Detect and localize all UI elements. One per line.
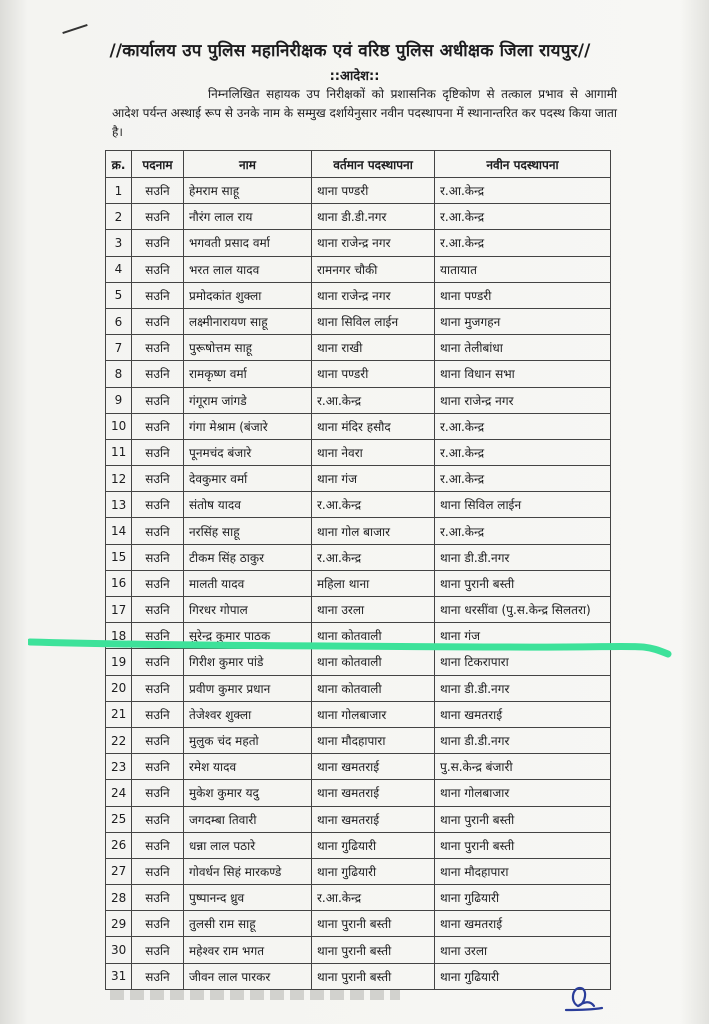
table-row: [106, 256, 611, 282]
name-cell: पुष्पानन्द ध्रुव: [184, 885, 312, 911]
new-posting-cell: र.आ.केन्द्र: [435, 439, 611, 465]
new-posting-cell: थाना खमतराई: [435, 701, 611, 727]
order-title: ::आदेश::: [329, 69, 380, 84]
name-cell: टीकम सिंह ठाकुर: [184, 544, 312, 570]
current-posting-cell: र.आ.केन्द्र: [312, 544, 435, 570]
name-cell: जगदम्बा तिवारी: [184, 806, 312, 832]
table-row: [106, 649, 611, 675]
column-header-new-posting: नवीन पदस्थापना: [435, 151, 611, 178]
column-header-name: नाम: [184, 151, 312, 178]
serial-cell: 19: [106, 649, 132, 675]
serial-cell: 22: [106, 727, 132, 753]
serial-cell: 10: [106, 413, 132, 439]
current-posting-cell: थाना गंज: [312, 466, 435, 492]
table-row: [106, 597, 611, 623]
table-row: [106, 387, 611, 413]
current-posting-cell: थाना मौदहापारा: [312, 727, 435, 753]
current-posting-cell: थाना नेवरा: [312, 439, 435, 465]
name-cell: गंगूराम जांगडे: [184, 387, 312, 413]
current-posting-cell: थाना पण्डरी: [312, 178, 435, 204]
table-row: [106, 335, 611, 361]
new-posting-cell: थाना राजेन्द्र नगर: [435, 387, 611, 413]
rank-cell: सउनि: [132, 492, 184, 518]
new-posting-cell: थाना सिविल लाईन: [435, 492, 611, 518]
current-posting-cell: थाना राजेन्द्र नगर: [312, 230, 435, 256]
table-header-row: [106, 151, 611, 178]
serial-cell: 8: [106, 361, 132, 387]
serial-cell: 1: [106, 178, 132, 204]
rank-cell: सउनि: [132, 439, 184, 465]
new-posting-cell: थाना धरसींवा (पु.स.केन्द्र सिलतरा): [435, 597, 611, 623]
current-posting-cell: र.आ.केन्द्र: [312, 387, 435, 413]
rank-cell: सउनि: [132, 570, 184, 596]
new-posting-cell: थाना विधान सभा: [435, 361, 611, 387]
serial-cell: 29: [106, 911, 132, 937]
table-row: [106, 963, 611, 989]
serial-cell: 12: [106, 466, 132, 492]
rank-cell: सउनि: [132, 335, 184, 361]
current-posting-cell: थाना राखी: [312, 335, 435, 361]
table-row: [106, 623, 611, 649]
rank-cell: सउनि: [132, 597, 184, 623]
current-posting-cell: थाना सिविल लाईन: [312, 308, 435, 334]
faint-footer-text: [110, 990, 400, 1000]
name-cell: मुलुक चंद महतो: [184, 727, 312, 753]
name-cell: सुरेन्द्र कुमार पाठक: [184, 623, 312, 649]
name-cell: तेजेश्वर शुक्ला: [184, 701, 312, 727]
name-cell: महेश्वर राम भगत: [184, 937, 312, 963]
serial-cell: 13: [106, 492, 132, 518]
serial-cell: 2: [106, 204, 132, 230]
serial-cell: 23: [106, 754, 132, 780]
name-cell: गिरीश कुमार पांडे: [184, 649, 312, 675]
name-cell: मुकेश कुमार यदु: [184, 780, 312, 806]
serial-cell: 21: [106, 701, 132, 727]
current-posting-cell: थाना गुढियारी: [312, 832, 435, 858]
serial-cell: 30: [106, 937, 132, 963]
pen-mark: [62, 24, 87, 34]
name-cell: गंगा मेश्राम (बंजारे: [184, 413, 312, 439]
new-posting-cell: र.आ.केन्द्र: [435, 204, 611, 230]
table-row: [106, 361, 611, 387]
table-row: [106, 754, 611, 780]
table-row: [106, 701, 611, 727]
table-row: [106, 466, 611, 492]
serial-cell: 25: [106, 806, 132, 832]
name-cell: पूनमचंद बंजारे: [184, 439, 312, 465]
rank-cell: सउनि: [132, 518, 184, 544]
name-cell: भरत लाल यादव: [184, 256, 312, 282]
rank-cell: सउनि: [132, 230, 184, 256]
serial-cell: 3: [106, 230, 132, 256]
current-posting-cell: थाना खमतराई: [312, 754, 435, 780]
rank-cell: सउनि: [132, 675, 184, 701]
rank-cell: सउनि: [132, 387, 184, 413]
table-row: [106, 413, 611, 439]
new-posting-cell: र.आ.केन्द्र: [435, 230, 611, 256]
table-row: [106, 727, 611, 753]
current-posting-cell: थाना पुरानी बस्ती: [312, 911, 435, 937]
current-posting-cell: थाना खमतराई: [312, 780, 435, 806]
rank-cell: सउनि: [132, 413, 184, 439]
serial-cell: 20: [106, 675, 132, 701]
table-row: [106, 675, 611, 701]
table-row: [106, 885, 611, 911]
new-posting-cell: थाना गोलबाजार: [435, 780, 611, 806]
name-cell: गिरधर गोपाल: [184, 597, 312, 623]
office-heading: //कार्यालय उप पुलिस महानिरीक्षक एवं वरिष्ठ पुलिस अधीक्षक जिला रायपुर//: [109, 41, 591, 61]
name-cell: रामकृष्ण वर्मा: [184, 361, 312, 387]
rank-cell: सउनि: [132, 832, 184, 858]
name-cell: नरसिंह साहू: [184, 518, 312, 544]
name-cell: धन्ना लाल पठारे: [184, 832, 312, 858]
table-row: [106, 282, 611, 308]
current-posting-cell: थाना डी.डी.नगर: [312, 204, 435, 230]
serial-cell: 27: [106, 858, 132, 884]
name-cell: गोवर्धन सिहं मारकण्डे: [184, 858, 312, 884]
transfer-table: [105, 150, 611, 990]
new-posting-cell: यातायात: [435, 256, 611, 282]
rank-cell: सउनि: [132, 780, 184, 806]
name-cell: संतोष यादव: [184, 492, 312, 518]
current-posting-cell: थाना मंदिर हसौद: [312, 413, 435, 439]
current-posting-cell: र.आ.केन्द्र: [312, 492, 435, 518]
name-cell: जीवन लाल पारकर: [184, 963, 312, 989]
new-posting-cell: र.आ.केन्द्र: [435, 413, 611, 439]
serial-cell: 28: [106, 885, 132, 911]
rank-cell: सउनि: [132, 885, 184, 911]
current-posting-cell: थाना राजेन्द्र नगर: [312, 282, 435, 308]
current-posting-cell: थाना कोतवाली: [312, 649, 435, 675]
table-row: [106, 544, 611, 570]
name-cell: देवकुमार वर्मा: [184, 466, 312, 492]
new-posting-cell: थाना पुरानी बस्ती: [435, 832, 611, 858]
new-posting-cell: र.आ.केन्द्र: [435, 466, 611, 492]
serial-cell: 17: [106, 597, 132, 623]
new-posting-cell: र.आ.केन्द्र: [435, 178, 611, 204]
column-header-serial: क्र.: [106, 151, 132, 178]
new-posting-cell: र.आ.केन्द्र: [435, 518, 611, 544]
serial-cell: 7: [106, 335, 132, 361]
rank-cell: सउनि: [132, 701, 184, 727]
rank-cell: सउनि: [132, 361, 184, 387]
name-cell: रमेश यादव: [184, 754, 312, 780]
current-posting-cell: र.आ.केन्द्र: [312, 885, 435, 911]
table-row: [106, 570, 611, 596]
table-row: [106, 439, 611, 465]
current-posting-cell: थाना पुरानी बस्ती: [312, 937, 435, 963]
rank-cell: सउनि: [132, 466, 184, 492]
table-row: [106, 230, 611, 256]
table-row: [106, 204, 611, 230]
table-row: [106, 832, 611, 858]
name-cell: पुरूषोत्तम साहू: [184, 335, 312, 361]
rank-cell: सउनि: [132, 544, 184, 570]
new-posting-cell: थाना खमतराई: [435, 911, 611, 937]
name-cell: प्रमोदकांत शुक्ला: [184, 282, 312, 308]
table-body: [106, 178, 611, 990]
serial-cell: 11: [106, 439, 132, 465]
new-posting-cell: थाना मौदहापारा: [435, 858, 611, 884]
rank-cell: सउनि: [132, 858, 184, 884]
serial-cell: 9: [106, 387, 132, 413]
rank-cell: सउनि: [132, 937, 184, 963]
new-posting-cell: पु.स.केन्द्र बंजारी: [435, 754, 611, 780]
current-posting-cell: थाना कोतवाली: [312, 623, 435, 649]
table-row: [106, 858, 611, 884]
rank-cell: सउनि: [132, 911, 184, 937]
new-posting-cell: थाना गुढियारी: [435, 885, 611, 911]
new-posting-cell: थाना तेलीबांधा: [435, 335, 611, 361]
new-posting-cell: थाना डी.डी.नगर: [435, 675, 611, 701]
current-posting-cell: रामनगर चौकी: [312, 256, 435, 282]
rank-cell: सउनि: [132, 282, 184, 308]
new-posting-cell: थाना गंज: [435, 623, 611, 649]
current-posting-cell: थाना गोल बाजार: [312, 518, 435, 544]
serial-cell: 14: [106, 518, 132, 544]
new-posting-cell: थाना उरला: [435, 937, 611, 963]
rank-cell: सउनि: [132, 308, 184, 334]
table-row: [106, 178, 611, 204]
table-row: [106, 937, 611, 963]
rank-cell: सउनि: [132, 649, 184, 675]
table-row: [106, 308, 611, 334]
name-cell: मालती यादव: [184, 570, 312, 596]
name-cell: हेमराम साहू: [184, 178, 312, 204]
serial-cell: 5: [106, 282, 132, 308]
new-posting-cell: थाना डी.डी.नगर: [435, 727, 611, 753]
current-posting-cell: थाना खमतराई: [312, 806, 435, 832]
new-posting-cell: थाना पुरानी बस्ती: [435, 806, 611, 832]
rank-cell: सउनि: [132, 623, 184, 649]
rank-cell: सउनि: [132, 806, 184, 832]
table-row: [106, 911, 611, 937]
serial-cell: 15: [106, 544, 132, 570]
new-posting-cell: थाना गुढियारी: [435, 963, 611, 989]
new-posting-cell: थाना पुरानी बस्ती: [435, 570, 611, 596]
current-posting-cell: थाना गोलबाजार: [312, 701, 435, 727]
serial-cell: 16: [106, 570, 132, 596]
rank-cell: सउनि: [132, 178, 184, 204]
rank-cell: सउनि: [132, 204, 184, 230]
rank-cell: सउनि: [132, 727, 184, 753]
serial-cell: 31: [106, 963, 132, 989]
current-posting-cell: महिला थाना: [312, 570, 435, 596]
rank-cell: सउनि: [132, 256, 184, 282]
current-posting-cell: थाना गुढियारी: [312, 858, 435, 884]
name-cell: लक्ष्मीनारायण साहू: [184, 308, 312, 334]
column-header-rank: पदनाम: [132, 151, 184, 178]
name-cell: प्रवीण कुमार प्रधान: [184, 675, 312, 701]
new-posting-cell: थाना मुजगहन: [435, 308, 611, 334]
name-cell: भगवती प्रसाद वर्मा: [184, 230, 312, 256]
serial-cell: 24: [106, 780, 132, 806]
table-row: [106, 492, 611, 518]
new-posting-cell: थाना टिकरापारा: [435, 649, 611, 675]
name-cell: नौरंग लाल राय: [184, 204, 312, 230]
rank-cell: सउनि: [132, 754, 184, 780]
column-header-current-posting: वर्तमान पदस्थापना: [312, 151, 435, 178]
signature-mark: [560, 980, 606, 1016]
current-posting-cell: थाना पण्डरी: [312, 361, 435, 387]
serial-cell: 6: [106, 308, 132, 334]
table-row: [106, 806, 611, 832]
table-row: [106, 780, 611, 806]
rank-cell: सउनि: [132, 963, 184, 989]
new-posting-cell: थाना पण्डरी: [435, 282, 611, 308]
serial-cell: 4: [106, 256, 132, 282]
intro-paragraph: निम्नलिखित सहायक उप निरीक्षकों को प्रशासनिक दृष्टिकोण से तत्काल प्रभाव से आगामी आदेश पर्यन्त अस्थाई रूप से उनके नाम के सम्मुख दर्शायेनुसार नवीन पदस्थापना में स्थानान्तरित कर पदस्थ किया जाता है।: [112, 87, 617, 139]
table-row: [106, 518, 611, 544]
current-posting-cell: थाना कोतवाली: [312, 675, 435, 701]
current-posting-cell: थाना उरला: [312, 597, 435, 623]
current-posting-cell: थाना पुरानी बस्ती: [312, 963, 435, 989]
name-cell: तुलसी राम साहू: [184, 911, 312, 937]
serial-cell: 18: [106, 623, 132, 649]
new-posting-cell: थाना डी.डी.नगर: [435, 544, 611, 570]
serial-cell: 26: [106, 832, 132, 858]
